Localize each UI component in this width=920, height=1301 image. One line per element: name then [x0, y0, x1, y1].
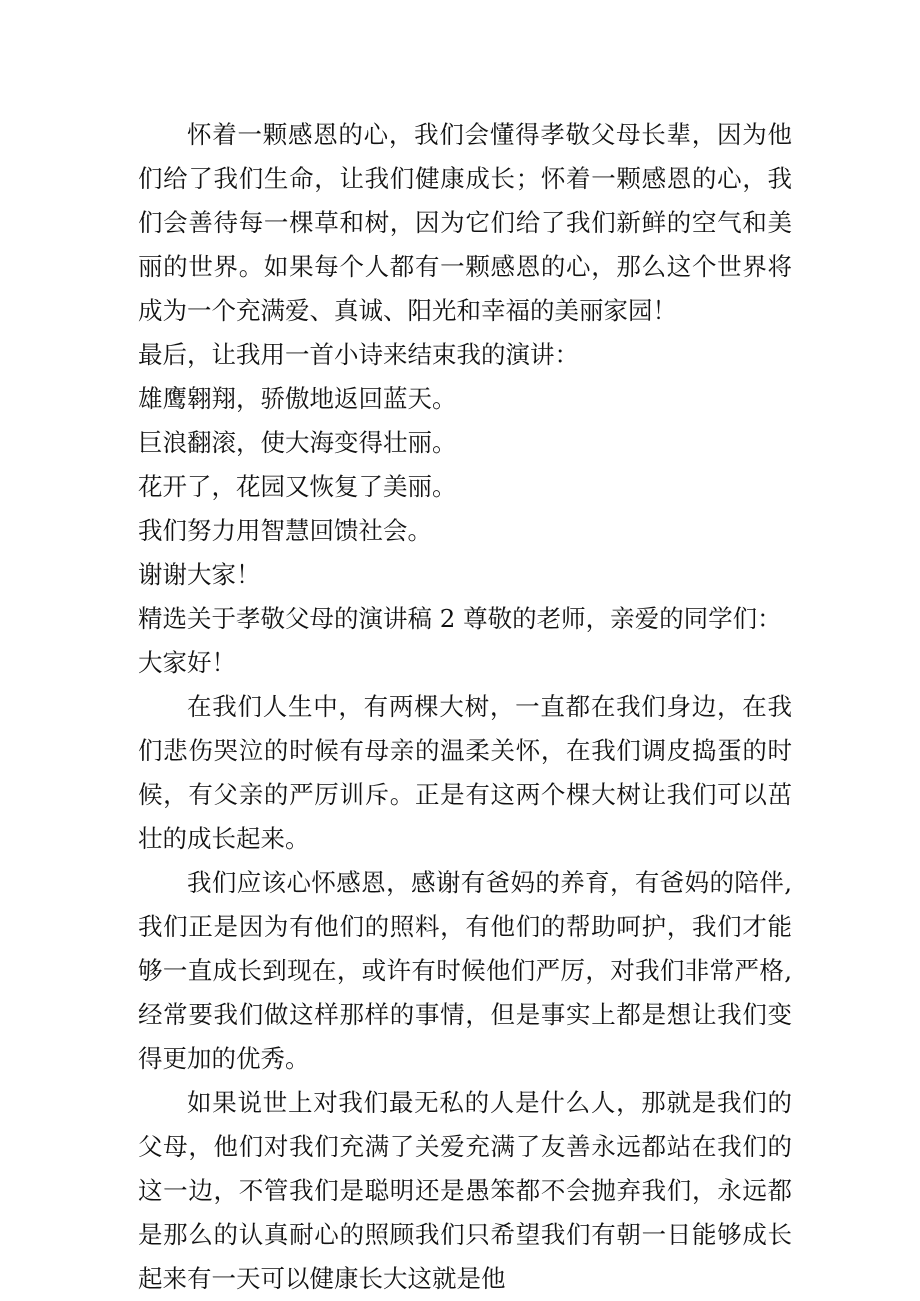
- poem-line-1: 雄鹰翱翔，骄傲地返回蓝天。: [138, 384, 457, 413]
- paragraph-two-trees: 在我们人生中，有两棵大树，一直都在我们身边，在我们悲伤哭泣的时候有母亲的温柔关怀，在我们调皮捣蛋的时候，有父亲的严厉训斥。正是有这两个棵大树让我们可以茁壮的成长起来。: [138, 692, 792, 853]
- line-closing-intro: 最后，让我用一首小诗来结束我的演讲：: [138, 340, 579, 369]
- speech-2-heading: 精选关于孝敬父母的演讲稿 2 尊敬的老师，亲爱的同学们：: [138, 604, 782, 633]
- poem-line-3: 花开了，花园又恢复了美丽。: [138, 472, 457, 501]
- line-greeting: 大家好！: [138, 648, 236, 677]
- poem-line-2: 巨浪翻滚，使大海变得壮丽。: [138, 428, 457, 457]
- paragraph-selfless-parents: 如果说世上对我们最无私的人是什么人，那就是我们的父母，他们对我们充满了关爱充满了友善永远都站在我们的这一边，不管我们是聪明还是愚笨都不会抛弃我们，永远都是那么的认真耐心的照顾我们只希望我们有朝一日能够成长起来有一天可以健康长大这就是他: [138, 1088, 792, 1293]
- paragraph-gratitude: 怀着一颗感恩的心，我们会懂得孝敬父母长辈，因为他们给了我们生命，让我们健康成长；怀着一颗感恩的心，我们会善待每一棵草和树，因为它们给了我们新鲜的空气和美丽的世界。如果每个人都有一颗感恩的心，那么这个世界将成为一个充满爱、真诚、阳光和幸福的美丽家园！: [138, 120, 792, 325]
- line-thanks: 谢谢大家！: [138, 560, 261, 589]
- paragraph-thanks-parents: 我们应该心怀感恩，感谢有爸妈的养育，有爸妈的陪伴,我们正是因为有他们的照料，有他们的帮助呵护，我们才能够一直成长到现在，或许有时候他们严厉，对我们非常严格,经常要我们做这样那样的事情，但是事实上都是想让我们变得更加的优秀。: [138, 868, 792, 1073]
- document-body: [138, 113, 792, 1301]
- poem-line-4: 我们努力用智慧回馈社会。: [138, 516, 432, 545]
